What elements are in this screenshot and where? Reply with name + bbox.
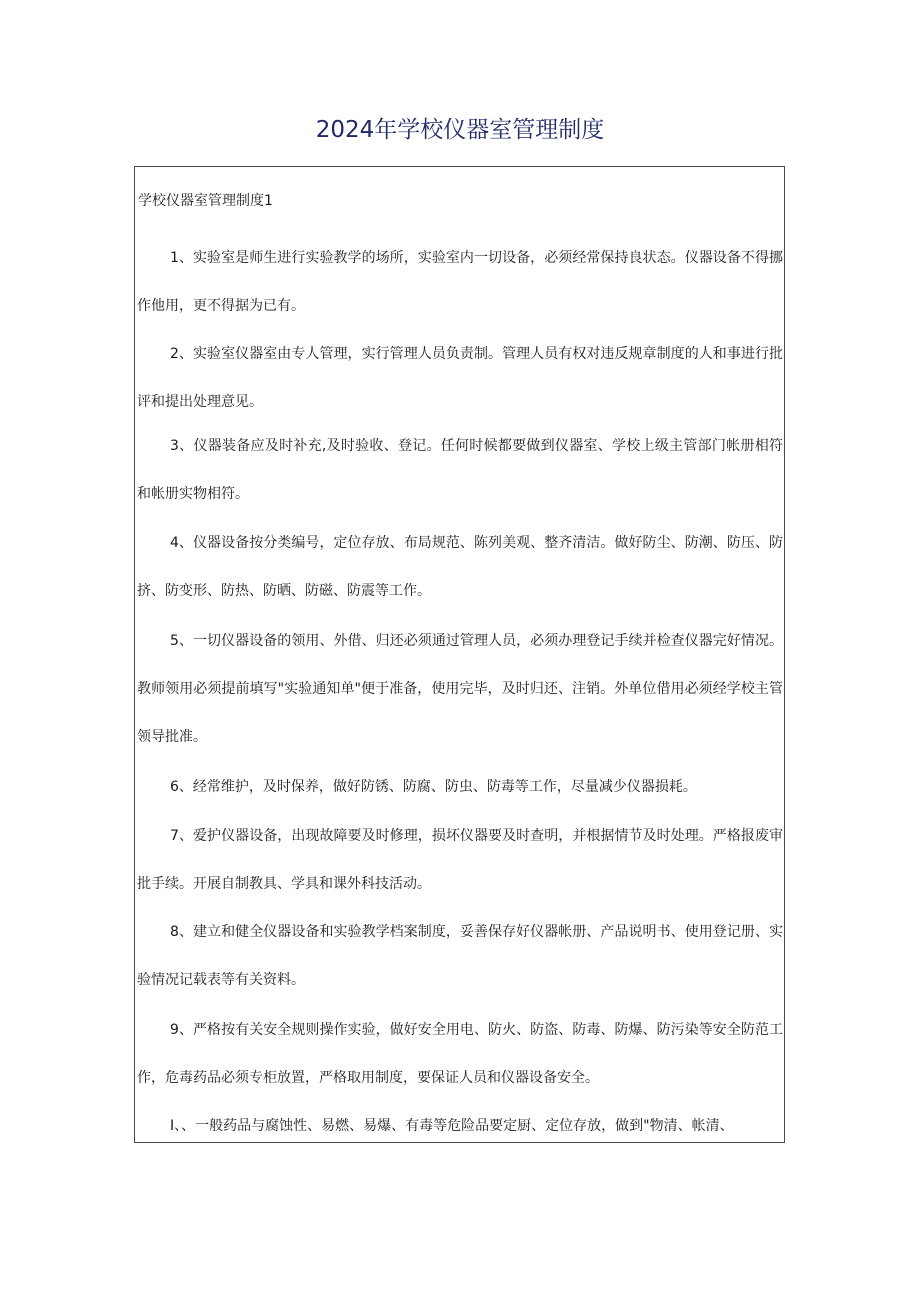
- page-title: 2024年学校仪器室管理制度: [315, 117, 605, 143]
- paragraph-6: 6、经常维护，及时保养，做好防锈、防腐、防虫、防毒等工作，尽量减少仪器损耗。: [170, 779, 697, 795]
- paragraph-3: 3、仪器装备应及时补充,及时验收、登记。任何时候都要做到仪器室、学校上级主管部门帐册相符和帐册实物相符。: [137, 438, 783, 502]
- paragraph-8: 8、建立和健全仪器设备和实验教学档案制度，妥善保存好仪器帐册、产品说明书、使用登记册、实验情况记载表等有关资料。: [137, 924, 783, 988]
- section-heading: 学校仪器室管理制度1: [138, 193, 273, 209]
- paragraph-2: 2、实验室仪器室由专人管理，实行管理人员负责制。管理人员有权对违反规章制度的人和事进行批评和提出处理意见。: [137, 346, 783, 410]
- paragraph-7: 7、爱护仪器设备，出现故障要及时修理，损坏仪器要及时查明，并根据情节及时处理。严格报废审批手续。开展自制教具、学具和课外科技活动。: [137, 828, 783, 892]
- paragraph-9: 9、严格按有关安全规则操作实验，做好安全用电、防火、防盗、防毒、防爆、防污染等安全防范工作，危毒药品必须专柜放置，严格取用制度，要保证人员和仪器设备安全。: [137, 1022, 783, 1086]
- paragraph-10: I、、一般药品与腐蚀性、易燃、易爆、有毒等危险品要定厨、定位存放，做到"物清、帐清、: [170, 1118, 734, 1134]
- paragraph-1: 1、实验室是师生进行实验教学的场所，实验室内一切设备，必须经常保持良状态。仪器设备不得挪作他用，更不得据为已有。: [137, 250, 783, 314]
- paragraph-5: 5、一切仪器设备的领用、外借、归还必须通过管理人员，必须办理登记手续并检查仪器完好情况。教师领用必须提前填写"实验通知单"便于准备，使用完毕，及时归还、注销。外单位借用必须经学校主管领导批准。: [137, 633, 783, 745]
- content-frame: [134, 166, 785, 1143]
- paragraph-4: 4、仪器设备按分类编号，定位存放、布局规范、陈列美观、整齐清洁。做好防尘、防潮、防压、防挤、防变形、防热、防晒、防磁、防震等工作。: [137, 535, 783, 599]
